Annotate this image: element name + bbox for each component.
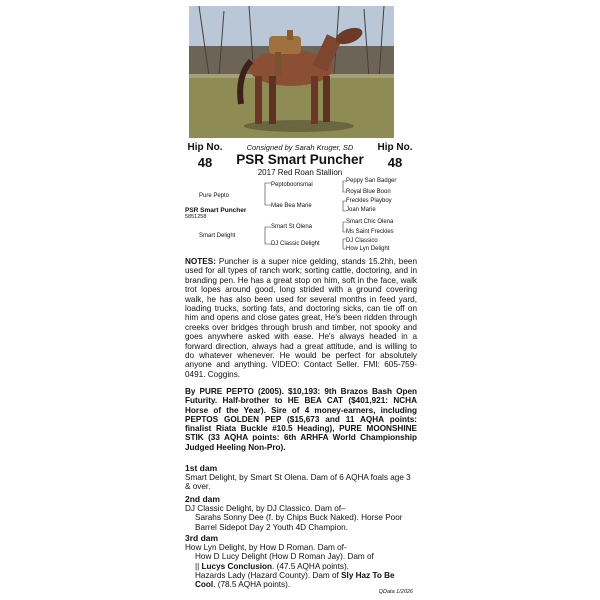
pedigree-sire-dam: Mae Bea Marie: [271, 203, 312, 209]
horse-photo: [189, 6, 394, 138]
third-dam-heading: 3rd dam: [185, 533, 219, 543]
pedigree-dam: Smart Delight: [199, 233, 236, 239]
third-dam-bold-name-2: Sly Haz To Be Cool: [195, 570, 395, 590]
hip-label: Hip No.: [377, 142, 413, 153]
pedigree-sire-sire: Peptoboonsmal: [271, 182, 313, 188]
pedigree-g3: Royal Blue Boon: [346, 189, 391, 195]
first-dam-text: Smart Delight, by Smart St Olena. Dam of 6 AQHA foals age 3 & over.: [185, 473, 411, 492]
third-dam-produce: How D Lucy Delight (How D Roman Jay). Dam of: [195, 552, 374, 562]
third-dam-info: [185, 543, 417, 589]
second-dam-line: DJ Classic Delight, by DJ Classico. Dam of–: [185, 504, 346, 513]
pedigree-g3: Freckles Playboy: [346, 198, 392, 204]
second-dam-produce: Sarahs Sonny Dee (f. by Chips Buck Naked). Horse Poor Barrel Sidepot Day 2 Youth 4D Champion.: [195, 513, 403, 532]
first-dam-heading: 1st dam: [185, 463, 218, 473]
second-dam-heading: 2nd dam: [185, 494, 220, 504]
pedigree-g3: Ms Saint Freckles: [346, 229, 394, 235]
notes-label: NOTES:: [185, 257, 216, 266]
pedigree-g3: Peppy San Badger: [346, 178, 397, 184]
third-dam-produce-text: Hazards Lady (Hazard County). Dam of: [195, 570, 342, 580]
second-dam-info: [185, 504, 417, 532]
consignor-line: Consigned by Sarah Kruger, SD: [246, 143, 354, 152]
hip-label: Hip No.: [187, 142, 223, 153]
hip-number: 48: [387, 155, 403, 170]
footer-credit: QData 1/2026: [378, 589, 413, 595]
notes-text: Puncher is a super nice gelding, stands 15.2hh, been used for all types of ranch work; sorting cattle, doctoring, and in branding pen. He has a great stop on him, soft in the face, walk trot lopes around good, long strided with a ground covering walk, he has also been used for several months in feed yard, loading trucks, sorting fats, and doctoring sicks, can tie off on him and opens and close gates great, He's been ridden through creeks over bridges through brush and timber, not spooky and goes anywhere asked with ease. He's always headed in a forward direction, always had a great attitude, and is willing to do whatever whenever. He would be perfect for absolutely anyone and anything. VIDEO: Contact Seller. FMI: 605-759-0491. Coggins.: [185, 257, 417, 379]
notes-paragraph: [185, 257, 417, 379]
third-dam-points: . (47.5 AQHA points).: [272, 561, 349, 571]
third-dam-bold-name: Lucys Conclusion: [201, 561, 273, 571]
third-dam-grand-produce: [185, 562, 417, 571]
third-dam-points-2: . (78.5 AQHA points).: [213, 580, 291, 590]
sire-information: By PURE PEPTO (2005). $10,193: 9th Brazos Bash Open Futurity. Half-brother to HE BEA CAT ($401,921: NCHA Horse of the Year). Sire of 4 money-earners, including PEPTOS GOLDEN PEP ($15,673 and 11 AQHA points: finalist Riata Buckle #10.5 Heading), PURE MOONSHINE STIK (33 AQHA points: 6th ARHFA World Championship Judged Heeling Non-Pro).: [185, 387, 417, 452]
catalog-page: [185, 0, 417, 600]
pedigree-g3: DJ Classico: [346, 238, 378, 244]
horse-description: 2017 Red Roan Stallion: [257, 168, 343, 177]
horse-name: PSR Smart Puncher: [236, 152, 364, 167]
third-dam-marker: ||: [195, 561, 202, 571]
pedigree-dam-sire: Smart St Olena: [271, 224, 313, 230]
pedigree-g3: Joan Marie: [346, 207, 376, 213]
pedigree-registration: 5851258: [185, 214, 207, 220]
pedigree-g3: How Lyn Delight: [346, 246, 390, 252]
third-dam-produce-2: [185, 571, 417, 590]
pedigree-subject: PSR Smart Puncher: [185, 207, 247, 214]
pedigree-dam-dam: DJ Classic Delight: [271, 241, 320, 247]
pedigree-sire: Pure Pepto: [199, 193, 230, 199]
hip-number: 48: [197, 155, 213, 170]
third-dam-line: How Lyn Delight, by How D Roman. Dam of-: [185, 543, 347, 552]
pedigree-g3: Smart Chic Olena: [346, 219, 394, 225]
